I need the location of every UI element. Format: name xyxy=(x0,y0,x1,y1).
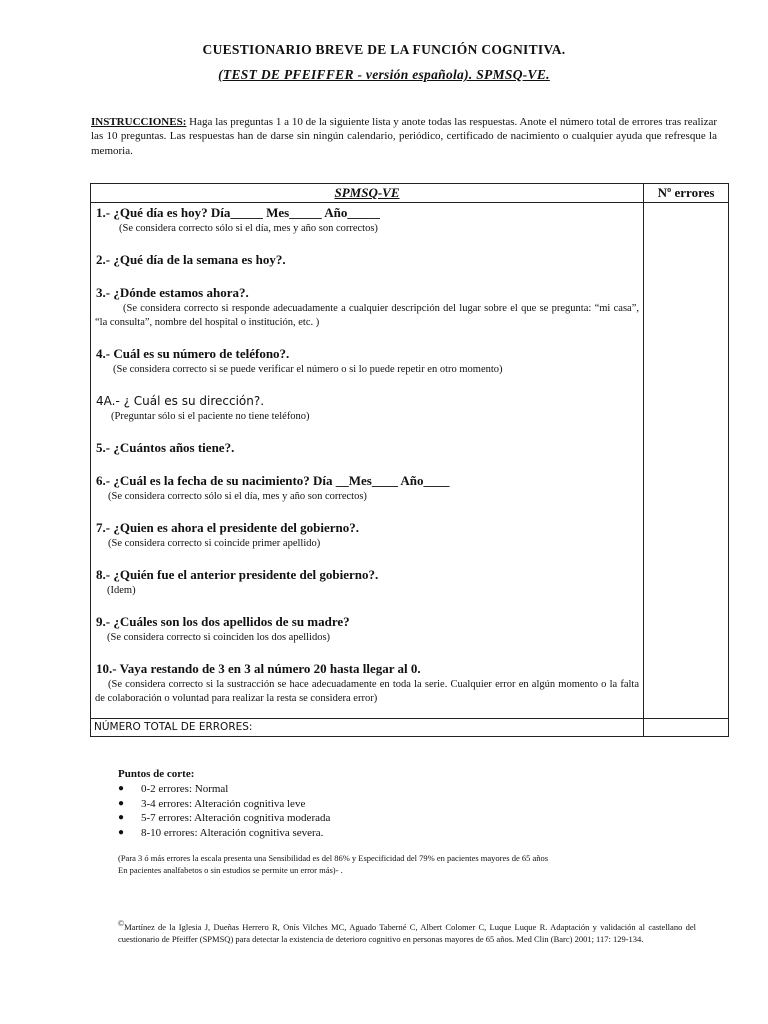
sensitivity-note xyxy=(118,852,708,876)
errors-cell[interactable] xyxy=(644,203,729,719)
question-note: (Idem) xyxy=(107,585,136,596)
cutoff-item: 3-4 errores: Alteración cognitiva leve xyxy=(141,797,306,810)
question-4a xyxy=(95,392,639,424)
question-8 xyxy=(95,566,639,598)
question-text: 3.- ¿Dónde estamos ahora?. xyxy=(96,285,249,300)
question-5 xyxy=(95,439,639,457)
copyright-mark: © xyxy=(118,919,125,928)
bullet-icon: ● xyxy=(118,797,125,809)
total-errors-value[interactable] xyxy=(644,719,729,737)
questions-cell xyxy=(91,203,644,719)
cutoff-item: 5-7 errores: Alteración cognitiva moderada xyxy=(141,812,331,824)
question-text: 4A.- ¿ Cuál es su dirección?. xyxy=(96,394,265,408)
instructions-text: Haga las preguntas 1 a 10 de la siguiente lista y anote todas las respuestas. Anote el número total de errores tras realizar las 10 preguntas. Las respuestas han de darse sin ningún calendario, periódico, certificado de nacimiento o cualquier ayuda que refresque la memoria. xyxy=(91,116,717,157)
bullet-icon: ● xyxy=(118,783,125,794)
total-errors-label: NÚMERO TOTAL DE ERRORES: xyxy=(91,719,644,737)
cutoff-points xyxy=(118,768,330,840)
questionnaire-table xyxy=(90,183,729,737)
reference-text: Martínez de la Iglesia J, Dueñas Herrero R, Onís Vilches MC, Aguado Taberné C, Albert Colomer C, Luque Luque R. Adaptación y validación al castellano del cuestionario de Pfeiffer (SPMSQ) para detectar la existencia de deterioro cognitivo en personas mayores de 65 años. Med Clin (Barc) 2001; 117: 129-134. xyxy=(118,921,696,944)
question-3 xyxy=(95,284,639,330)
note-line-2: En pacientes analfabetos o sin estudios se permite un error más)- . xyxy=(118,865,343,875)
question-text: 7.- ¿Quien es ahora el presidente del gobierno?. xyxy=(96,520,360,535)
question-7 xyxy=(95,519,639,551)
document-title: CUESTIONARIO BREVE DE LA FUNCIÓN COGNITIVA. xyxy=(202,42,566,57)
question-text: 1.- ¿Qué día es hoy? Día_____ Mes_____ Año_____ xyxy=(96,205,380,220)
bullet-icon: ● xyxy=(118,812,125,823)
question-note: (Se considera correcto si coincide primer apellido) xyxy=(108,538,321,549)
cutoff-heading: Puntos de corte: xyxy=(118,768,195,780)
cutoff-item: 0-2 errores: Normal xyxy=(141,783,229,795)
question-text: 8.- ¿Quién fue el anterior presidente del gobierno?. xyxy=(96,567,379,582)
question-note: (Se considera correcto sólo si el día, mes y año son correctos) xyxy=(108,491,367,502)
question-text: 4.- Cuál es su número de teléfono?. xyxy=(96,346,290,361)
question-4 xyxy=(95,345,639,377)
header-errors: Nº errores xyxy=(644,184,729,203)
header-questions: SPMSQ-VE xyxy=(91,184,644,203)
question-note: (Preguntar sólo si el paciente no tiene teléfono) xyxy=(111,411,310,422)
question-note: (Se considera correcto si coinciden los dos apellidos) xyxy=(107,632,331,643)
question-note: (Se considera correcto si se puede verificar el número o si lo puede repetir en otro momento) xyxy=(113,364,503,375)
question-note: (Se considera correcto si la sustracción se hace adecuadamente en toda la serie. Cualquier error en algún momento o la falta de colaboración o voluntad para realizar la resta se considera error) xyxy=(95,679,639,704)
document-subtitle: (TEST DE PFEIFFER - versión española). SPMSQ-VE. xyxy=(218,67,550,82)
bullet-icon: ● xyxy=(118,826,125,838)
question-text: 5.- ¿Cuántos años tiene?. xyxy=(96,440,235,455)
question-text: 10.- Vaya restando de 3 en 3 al número 20 hasta llegar al 0. xyxy=(96,661,421,676)
question-text: 2.- ¿Qué día de la semana es hoy?. xyxy=(96,252,286,267)
question-text: 9.- ¿Cuáles son los dos apellidos de su madre? xyxy=(96,614,350,629)
question-text: 6.- ¿Cuál es la fecha de su nacimiento? Día __Mes____ Año____ xyxy=(96,473,450,488)
question-9 xyxy=(95,613,639,645)
question-10 xyxy=(95,660,639,706)
cutoff-list xyxy=(118,782,330,840)
note-line-1: (Para 3 ó más errores la escala presenta una Sensibilidad es del 86% y Especificidad del 79% en pacientes mayores de 65 años xyxy=(118,853,549,863)
question-1 xyxy=(95,204,639,236)
question-6 xyxy=(95,472,639,504)
list-item xyxy=(118,811,330,826)
list-item xyxy=(118,797,330,812)
reference xyxy=(118,918,696,945)
instructions-label: INSTRUCCIONES: xyxy=(91,116,187,128)
list-item xyxy=(118,826,330,841)
cutoff-item: 8-10 errores: Alteración cognitiva severa. xyxy=(141,826,324,839)
question-2 xyxy=(95,251,639,269)
list-item xyxy=(118,782,330,797)
question-note: (Se considera correcto sólo si el día, mes y año son correctos) xyxy=(119,223,378,234)
question-note: (Se considera correcto si responde adecuadamente a cualquier descripción del lugar sobre el que se pregunta: “mi casa”, “la consulta”, nombre del hospital o institución, etc. ) xyxy=(95,303,639,328)
instructions xyxy=(91,115,717,158)
